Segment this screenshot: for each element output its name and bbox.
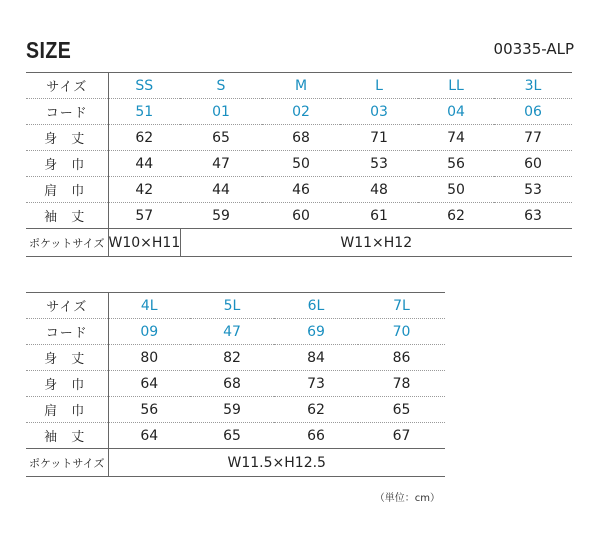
- measure-cell: 56: [418, 151, 494, 177]
- measure-cell: 63: [494, 203, 572, 229]
- measure-cell: 71: [340, 125, 418, 151]
- size-cell: M: [262, 73, 340, 99]
- size-cell: 7L: [358, 293, 445, 319]
- pocket-size-cell: W11.5×H12.5: [108, 449, 445, 477]
- measure-cell: 57: [108, 203, 180, 229]
- table-row-pocket: [26, 229, 572, 257]
- row-header-sleeve-length: 袖 丈: [26, 203, 108, 229]
- measure-cell: 48: [340, 177, 418, 203]
- unit-note: （単位：cm）: [374, 493, 440, 504]
- row-header-body-length: 身 丈: [26, 345, 108, 371]
- table-row-size: [26, 293, 445, 319]
- table-row-shoulder-width: [26, 177, 572, 203]
- row-header-body-width: 身 巾: [26, 371, 108, 397]
- measure-cell: 65: [358, 397, 445, 423]
- measure-cell: 60: [262, 203, 340, 229]
- table-row-pocket: [26, 449, 445, 477]
- measure-cell: 82: [190, 345, 274, 371]
- code-cell: 02: [262, 99, 340, 125]
- measure-cell: 42: [108, 177, 180, 203]
- measure-cell: 64: [108, 423, 190, 449]
- measure-cell: 53: [494, 177, 572, 203]
- row-header-size: サイズ: [26, 293, 108, 319]
- product-code: 00335-ALP: [493, 40, 574, 58]
- measure-cell: 86: [358, 345, 445, 371]
- size-cell: LL: [418, 73, 494, 99]
- row-header-pocket-size: ポケットサイズ: [26, 449, 108, 477]
- table-row-sleeve-length: [26, 203, 572, 229]
- measure-cell: 50: [418, 177, 494, 203]
- code-cell: 04: [418, 99, 494, 125]
- row-header-code: コード: [26, 319, 108, 345]
- code-cell: 03: [340, 99, 418, 125]
- row-header-code: コード: [26, 99, 108, 125]
- measure-cell: 74: [418, 125, 494, 151]
- measure-cell: 84: [274, 345, 358, 371]
- measure-cell: 59: [190, 397, 274, 423]
- size-cell: 5L: [190, 293, 274, 319]
- code-cell: 70: [358, 319, 445, 345]
- measure-cell: 67: [358, 423, 445, 449]
- measure-cell: 44: [180, 177, 262, 203]
- table-row-shoulder-width: [26, 397, 445, 423]
- table-row-code: [26, 99, 572, 125]
- table-row-body-width: [26, 371, 445, 397]
- measure-cell: 65: [180, 125, 262, 151]
- measure-cell: 64: [108, 371, 190, 397]
- measure-cell: 60: [494, 151, 572, 177]
- row-header-shoulder-width: 肩 巾: [26, 397, 108, 423]
- table-row-code: [26, 319, 445, 345]
- measure-cell: 68: [262, 125, 340, 151]
- measure-cell: 73: [274, 371, 358, 397]
- row-header-size: サイズ: [26, 73, 108, 99]
- size-table-regular: [26, 72, 572, 257]
- row-header-body-width: 身 巾: [26, 151, 108, 177]
- size-cell: 3L: [494, 73, 572, 99]
- size-cell: L: [340, 73, 418, 99]
- measure-cell: 44: [108, 151, 180, 177]
- size-cell: SS: [108, 73, 180, 99]
- row-header-body-length: 身 丈: [26, 125, 108, 151]
- row-header-pocket-size: ポケットサイズ: [26, 229, 108, 257]
- code-cell: 69: [274, 319, 358, 345]
- code-cell: 01: [180, 99, 262, 125]
- table-row-body-width: [26, 151, 572, 177]
- measure-cell: 65: [190, 423, 274, 449]
- measure-cell: 77: [494, 125, 572, 151]
- size-cell: 4L: [108, 293, 190, 319]
- table-row-size: [26, 73, 572, 99]
- code-cell: 47: [190, 319, 274, 345]
- table-row-body-length: [26, 125, 572, 151]
- measure-cell: 56: [108, 397, 190, 423]
- table-row-sleeve-length: [26, 423, 445, 449]
- table-row-body-length: [26, 345, 445, 371]
- size-cell: 6L: [274, 293, 358, 319]
- pocket-size-cell: W11×H12: [180, 229, 572, 257]
- page-title: SIZE: [26, 37, 72, 63]
- measure-cell: 62: [418, 203, 494, 229]
- measure-cell: 59: [180, 203, 262, 229]
- code-cell: 06: [494, 99, 572, 125]
- measure-cell: 46: [262, 177, 340, 203]
- measure-cell: 50: [262, 151, 340, 177]
- size-table-large: [26, 292, 445, 477]
- measure-cell: 68: [190, 371, 274, 397]
- measure-cell: 66: [274, 423, 358, 449]
- code-cell: 51: [108, 99, 180, 125]
- measure-cell: 62: [274, 397, 358, 423]
- row-header-sleeve-length: 袖 丈: [26, 423, 108, 449]
- measure-cell: 78: [358, 371, 445, 397]
- code-cell: 09: [108, 319, 190, 345]
- pocket-size-cell: W10×H11: [108, 229, 180, 257]
- measure-cell: 47: [180, 151, 262, 177]
- measure-cell: 80: [108, 345, 190, 371]
- measure-cell: 61: [340, 203, 418, 229]
- measure-cell: 53: [340, 151, 418, 177]
- measure-cell: 62: [108, 125, 180, 151]
- row-header-shoulder-width: 肩 巾: [26, 177, 108, 203]
- size-cell: S: [180, 73, 262, 99]
